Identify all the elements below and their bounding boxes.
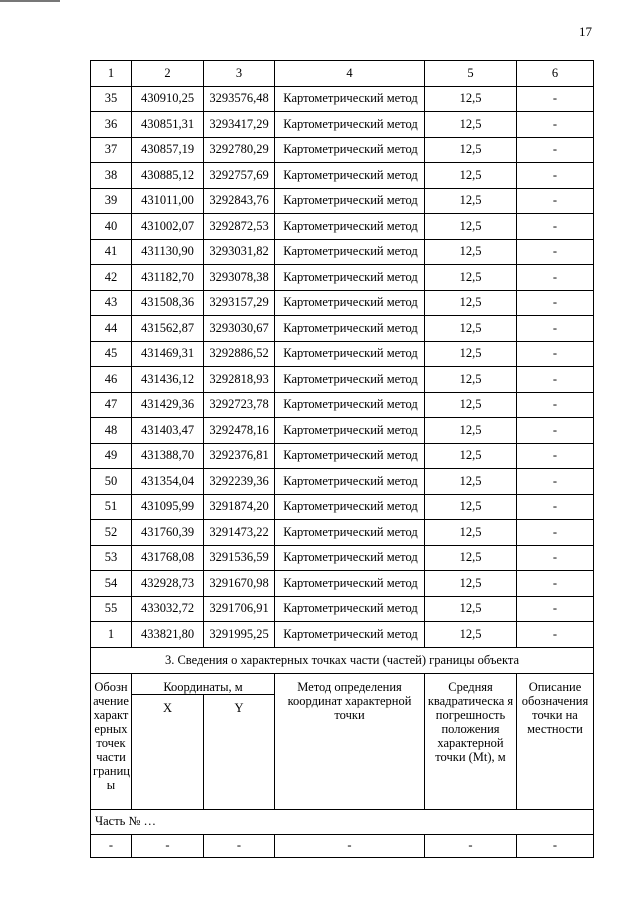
mean-error: 12,5: [425, 443, 517, 469]
point-description: -: [517, 86, 594, 112]
method: Картометрический метод: [275, 188, 425, 214]
point-description: -: [517, 520, 594, 546]
point-description: -: [517, 163, 594, 189]
point-number: 40: [91, 214, 132, 240]
point-description: -: [517, 494, 594, 520]
table-row: [91, 571, 594, 597]
table-row: [91, 494, 594, 520]
coord-y: 3292872,53: [204, 214, 275, 240]
table-row: [91, 392, 594, 418]
coord-x: 431508,36: [132, 290, 204, 316]
mean-error: 12,5: [425, 163, 517, 189]
table-row: [91, 596, 594, 622]
coord-x: 430885,12: [132, 163, 204, 189]
point-description: -: [517, 469, 594, 495]
table-row: [91, 163, 594, 189]
coord-x: 431130,90: [132, 239, 204, 265]
coord-x: 431182,70: [132, 265, 204, 291]
point-number: 50: [91, 469, 132, 495]
table-row: [91, 239, 594, 265]
coordinates-table: [90, 60, 594, 858]
header-coordinates: Координаты, м: [132, 673, 275, 694]
point-number: 55: [91, 596, 132, 622]
method: Картометрический метод: [275, 520, 425, 546]
coord-y: 3292780,29: [204, 137, 275, 163]
header-y: Y: [204, 694, 275, 809]
point-description: -: [517, 418, 594, 444]
coord-y: 3293030,67: [204, 316, 275, 342]
header-description: Описание обозначения точки на местности: [517, 673, 594, 809]
method: Картометрический метод: [275, 86, 425, 112]
point-number: 48: [91, 418, 132, 444]
point-description: -: [517, 188, 594, 214]
scan-edge-mark: [0, 0, 60, 2]
point-description: -: [517, 443, 594, 469]
dash-cell: -: [425, 834, 517, 857]
mean-error: 12,5: [425, 392, 517, 418]
table-row: [91, 86, 594, 112]
coord-y: 3292757,69: [204, 163, 275, 189]
column-number: 6: [517, 61, 594, 87]
point-number: 36: [91, 112, 132, 138]
mean-error: 12,5: [425, 341, 517, 367]
point-number: 38: [91, 163, 132, 189]
coord-x: 433032,72: [132, 596, 204, 622]
mean-error: 12,5: [425, 469, 517, 495]
method: Картометрический метод: [275, 392, 425, 418]
header-designation: Обозн ачение характ ерных точек части границ ы: [91, 673, 132, 809]
coord-y: 3292723,78: [204, 392, 275, 418]
mean-error: 12,5: [425, 112, 517, 138]
point-number: 45: [91, 341, 132, 367]
coord-y: 3293576,48: [204, 86, 275, 112]
point-description: -: [517, 622, 594, 648]
column-number: 1: [91, 61, 132, 87]
coord-x: 431562,87: [132, 316, 204, 342]
point-description: -: [517, 571, 594, 597]
method: Картометрический метод: [275, 443, 425, 469]
point-number: 37: [91, 137, 132, 163]
mean-error: 12,5: [425, 596, 517, 622]
part-label: Часть № …: [91, 809, 594, 834]
method: Картометрический метод: [275, 341, 425, 367]
table-row: [91, 265, 594, 291]
point-number: 47: [91, 392, 132, 418]
coord-x: 431768,08: [132, 545, 204, 571]
point-number: 39: [91, 188, 132, 214]
method: Картометрический метод: [275, 494, 425, 520]
method: Картометрический метод: [275, 367, 425, 393]
point-description: -: [517, 596, 594, 622]
method: Картометрический метод: [275, 137, 425, 163]
mean-error: 12,5: [425, 494, 517, 520]
point-description: -: [517, 112, 594, 138]
point-number: 1: [91, 622, 132, 648]
point-description: -: [517, 545, 594, 571]
dash-cell: -: [275, 834, 425, 857]
page-number: 17: [579, 24, 592, 39]
table-row: [91, 316, 594, 342]
mean-error: 12,5: [425, 622, 517, 648]
coord-x: 431388,70: [132, 443, 204, 469]
coord-x: 430910,25: [132, 86, 204, 112]
table-row: [91, 520, 594, 546]
section-3-title-row: [91, 647, 594, 673]
dash-cell: -: [132, 834, 204, 857]
mean-error: 12,5: [425, 290, 517, 316]
coord-x: 430857,19: [132, 137, 204, 163]
mean-error: 12,5: [425, 239, 517, 265]
coord-y: 3293078,38: [204, 265, 275, 291]
table-row: [91, 469, 594, 495]
coord-y: 3292818,93: [204, 367, 275, 393]
point-number: 46: [91, 367, 132, 393]
point-number: 53: [91, 545, 132, 571]
part-dash-row: [91, 834, 594, 857]
method: Картометрический метод: [275, 622, 425, 648]
coord-x: 431436,12: [132, 367, 204, 393]
method: Картометрический метод: [275, 239, 425, 265]
point-number: 52: [91, 520, 132, 546]
part-row: [91, 809, 594, 834]
column-number: 4: [275, 61, 425, 87]
dash-cell: -: [517, 834, 594, 857]
coord-x: 433821,80: [132, 622, 204, 648]
point-description: -: [517, 341, 594, 367]
section-3-header-row: [91, 673, 594, 694]
mean-error: 12,5: [425, 86, 517, 112]
mean-error: 12,5: [425, 367, 517, 393]
method: Картометрический метод: [275, 316, 425, 342]
point-number: 35: [91, 86, 132, 112]
coord-y: 3292478,16: [204, 418, 275, 444]
mean-error: 12,5: [425, 188, 517, 214]
point-number: 43: [91, 290, 132, 316]
coord-x: 431469,31: [132, 341, 204, 367]
column-number-row: [91, 61, 594, 87]
coord-y: 3292376,81: [204, 443, 275, 469]
column-number: 2: [132, 61, 204, 87]
coord-y: 3292886,52: [204, 341, 275, 367]
mean-error: 12,5: [425, 418, 517, 444]
coord-x: 431011,00: [132, 188, 204, 214]
point-description: -: [517, 239, 594, 265]
point-description: -: [517, 316, 594, 342]
point-description: -: [517, 290, 594, 316]
coord-y: 3291473,22: [204, 520, 275, 546]
coord-y: 3292239,36: [204, 469, 275, 495]
table-row: [91, 341, 594, 367]
method: Картометрический метод: [275, 163, 425, 189]
point-number: 41: [91, 239, 132, 265]
column-number: 5: [425, 61, 517, 87]
coord-y: 3293157,29: [204, 290, 275, 316]
method: Картометрический метод: [275, 469, 425, 495]
method: Картометрический метод: [275, 596, 425, 622]
coord-x: 430851,31: [132, 112, 204, 138]
section-3-title: 3. Сведения о характерных точках части (частей) границы объекта: [91, 647, 594, 673]
table-row: [91, 188, 594, 214]
table-row: [91, 290, 594, 316]
mean-error: 12,5: [425, 265, 517, 291]
point-number: 51: [91, 494, 132, 520]
point-number: 54: [91, 571, 132, 597]
coord-x: 431095,99: [132, 494, 204, 520]
coord-y: 3291670,98: [204, 571, 275, 597]
coord-x: 431403,47: [132, 418, 204, 444]
table-row: [91, 367, 594, 393]
point-description: -: [517, 367, 594, 393]
header-x: X: [132, 694, 204, 809]
mean-error: 12,5: [425, 214, 517, 240]
method: Картометрический метод: [275, 418, 425, 444]
table-row: [91, 622, 594, 648]
table-row: [91, 418, 594, 444]
method: Картометрический метод: [275, 112, 425, 138]
point-description: -: [517, 214, 594, 240]
table-row: [91, 545, 594, 571]
mean-error: 12,5: [425, 571, 517, 597]
column-number: 3: [204, 61, 275, 87]
coord-x: 431002,07: [132, 214, 204, 240]
mean-error: 12,5: [425, 137, 517, 163]
method: Картометрический метод: [275, 290, 425, 316]
point-number: 44: [91, 316, 132, 342]
header-method: Метод определения координат характерной точки: [275, 673, 425, 809]
coord-y: 3291995,25: [204, 622, 275, 648]
coord-x: 431354,04: [132, 469, 204, 495]
table-row: [91, 443, 594, 469]
point-number: 42: [91, 265, 132, 291]
point-number: 49: [91, 443, 132, 469]
mean-error: 12,5: [425, 316, 517, 342]
point-description: -: [517, 137, 594, 163]
point-description: -: [517, 392, 594, 418]
table-row: [91, 112, 594, 138]
point-description: -: [517, 265, 594, 291]
header-mt: Средняя квадратическа я погрешность положения характерной точки (Mt), м: [425, 673, 517, 809]
table-row: [91, 214, 594, 240]
coord-x: 431760,39: [132, 520, 204, 546]
method: Картометрический метод: [275, 571, 425, 597]
dash-cell: -: [204, 834, 275, 857]
coord-y: 3292843,76: [204, 188, 275, 214]
coord-x: 432928,73: [132, 571, 204, 597]
table-row: [91, 137, 594, 163]
method: Картометрический метод: [275, 214, 425, 240]
method: Картометрический метод: [275, 265, 425, 291]
dash-cell: -: [91, 834, 132, 857]
mean-error: 12,5: [425, 520, 517, 546]
coord-x: 431429,36: [132, 392, 204, 418]
mean-error: 12,5: [425, 545, 517, 571]
coord-y: 3291706,91: [204, 596, 275, 622]
coord-y: 3291536,59: [204, 545, 275, 571]
coord-y: 3291874,20: [204, 494, 275, 520]
coord-y: 3293031,82: [204, 239, 275, 265]
coord-y: 3293417,29: [204, 112, 275, 138]
method: Картометрический метод: [275, 545, 425, 571]
